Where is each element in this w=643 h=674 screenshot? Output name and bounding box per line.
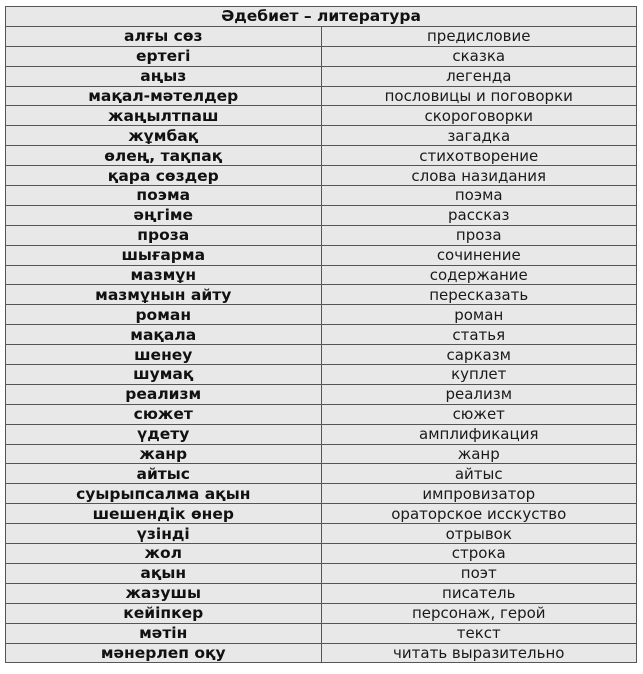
table-row	[6, 484, 637, 504]
table-row	[6, 404, 637, 424]
kazakh-term: айтыс	[6, 464, 322, 484]
kazakh-term: мақала	[6, 325, 322, 345]
table-row	[6, 424, 637, 444]
kazakh-term: аңыз	[6, 66, 322, 86]
kazakh-term: әңгіме	[6, 205, 322, 225]
kazakh-term: жаңылтпаш	[6, 106, 322, 126]
table-row	[6, 285, 637, 305]
table-row	[6, 245, 637, 265]
russian-translation: сюжет	[321, 404, 637, 424]
table-row	[6, 146, 637, 166]
table-title: Әдебиет – литература	[6, 7, 637, 27]
table-row	[6, 166, 637, 186]
russian-translation: строка	[321, 544, 637, 564]
kazakh-term: роман	[6, 305, 322, 325]
russian-translation: куплет	[321, 365, 637, 385]
table-row	[6, 46, 637, 66]
kazakh-term: жанр	[6, 444, 322, 464]
table-row	[6, 384, 637, 404]
russian-translation: рассказ	[321, 205, 637, 225]
table-row	[6, 563, 637, 583]
kazakh-term: мәнерлеп оқу	[6, 643, 322, 663]
table-row	[6, 365, 637, 385]
russian-translation: легенда	[321, 66, 637, 86]
table-row	[6, 26, 637, 46]
table-row	[6, 66, 637, 86]
russian-translation: пословицы и поговорки	[321, 86, 637, 106]
russian-translation: статья	[321, 325, 637, 345]
kazakh-term: мақал-мәтелдер	[6, 86, 322, 106]
russian-translation: поэт	[321, 563, 637, 583]
table-row	[6, 106, 637, 126]
table-row	[6, 186, 637, 206]
kazakh-term: шенеу	[6, 345, 322, 365]
kazakh-term: мазмұнын айту	[6, 285, 322, 305]
russian-translation: жанр	[321, 444, 637, 464]
kazakh-term: алғы сөз	[6, 26, 322, 46]
kazakh-term: шешендік өнер	[6, 504, 322, 524]
kazakh-term: кейіпкер	[6, 603, 322, 623]
russian-translation: реализм	[321, 384, 637, 404]
table-row	[6, 345, 637, 365]
table-row	[6, 86, 637, 106]
russian-translation: отрывок	[321, 524, 637, 544]
table-row	[6, 225, 637, 245]
kazakh-term: реализм	[6, 384, 322, 404]
kazakh-term: поэма	[6, 186, 322, 206]
russian-translation: загадка	[321, 126, 637, 146]
russian-translation: поэма	[321, 186, 637, 206]
table-row	[6, 464, 637, 484]
russian-translation: импровизатор	[321, 484, 637, 504]
russian-translation: текст	[321, 623, 637, 643]
vocabulary-table	[5, 6, 637, 663]
kazakh-term: шығарма	[6, 245, 322, 265]
russian-translation: сарказм	[321, 345, 637, 365]
kazakh-term: ертегі	[6, 46, 322, 66]
table-row	[6, 305, 637, 325]
table-header-row	[6, 7, 637, 27]
russian-translation: ораторское исскуство	[321, 504, 637, 524]
russian-translation: писатель	[321, 583, 637, 603]
table-row	[6, 504, 637, 524]
table-row	[6, 643, 637, 663]
russian-translation: проза	[321, 225, 637, 245]
kazakh-term: шумақ	[6, 365, 322, 385]
russian-translation: слова назидания	[321, 166, 637, 186]
russian-translation: сочинение	[321, 245, 637, 265]
kazakh-term: сюжет	[6, 404, 322, 424]
table-row	[6, 444, 637, 464]
kazakh-term: мазмұн	[6, 265, 322, 285]
kazakh-term: жол	[6, 544, 322, 564]
table-row	[6, 265, 637, 285]
russian-translation: пересказать	[321, 285, 637, 305]
table-row	[6, 544, 637, 564]
table-body	[6, 26, 637, 663]
kazakh-term: проза	[6, 225, 322, 245]
russian-translation: роман	[321, 305, 637, 325]
kazakh-term: өлең, тақпақ	[6, 146, 322, 166]
table-row	[6, 325, 637, 345]
table-row	[6, 205, 637, 225]
russian-translation: сказка	[321, 46, 637, 66]
russian-translation: айтыс	[321, 464, 637, 484]
table-row	[6, 623, 637, 643]
kazakh-term: үзінді	[6, 524, 322, 544]
table-row	[6, 583, 637, 603]
kazakh-term: үдету	[6, 424, 322, 444]
kazakh-term: ақын	[6, 563, 322, 583]
russian-translation: содержание	[321, 265, 637, 285]
kazakh-term: суырыпсалма ақын	[6, 484, 322, 504]
kazakh-term: қара сөздер	[6, 166, 322, 186]
russian-translation: персонаж, герой	[321, 603, 637, 623]
table-row	[6, 524, 637, 544]
kazakh-term: жазушы	[6, 583, 322, 603]
russian-translation: читать выразительно	[321, 643, 637, 663]
russian-translation: стихотворение	[321, 146, 637, 166]
russian-translation: скороговорки	[321, 106, 637, 126]
table-row	[6, 603, 637, 623]
kazakh-term: жұмбақ	[6, 126, 322, 146]
kazakh-term: мәтін	[6, 623, 322, 643]
russian-translation: предисловие	[321, 26, 637, 46]
table-row	[6, 126, 637, 146]
russian-translation: амплификация	[321, 424, 637, 444]
